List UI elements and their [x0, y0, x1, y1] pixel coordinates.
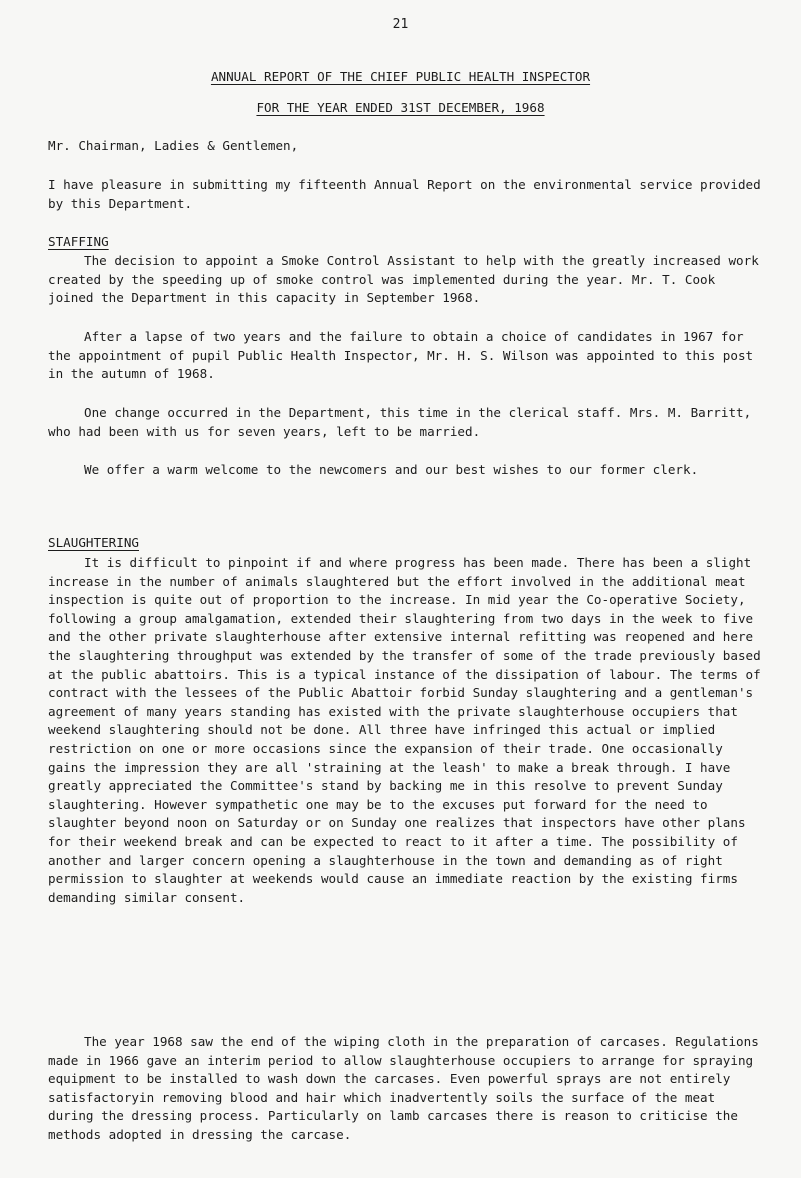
- slaughtering-paragraph-1: It is difficult to pinpoint if and where progress has been made. There has been a slight increase in the number of animals slaughtered but the effort involved in the additional meat inspection is quite out of proportion to the increase. In mid year the Co-operative Society, following a group amalgamation, extended their slaughtering from two days in the week to five and the other private slaughterhouse after extensive internal refitting was reopened and here the slaughtering throughput was extended by the transfer of some of the trade previously based at the public abattoirs. This is a typical instance of the dissipation of labour. The terms of contract with the lessees of the Public Abattoir forbid Sunday slaughtering and a gentleman's agreement of many years standing has existed with the private slaughterhouse occupiers that weekend slaughtering should not be done. All three have infringed this actual or implied restriction on one or more occasions since the expansion of their trade. One occasionally gains the impression they are all 'straining at the leash' to make a break through. I have greatly appreciated the Committee's stand by backing me in this resolve to prevent Sunday slaughtering. However sympathetic one may be to the excuses put forward for the need to slaughter beyond noon on Saturday or on Sunday one realizes that inspectors have other plans for their weekend break and can be expected to react to it after a time. The possibility of another and larger concern opening a slaughterhouse in the town and demanding as of right permission to slaughter at weekends would cause an immediate reaction by the existing firms demanding similar consent.: [48, 555, 761, 905]
- page-number: 21: [392, 17, 409, 32]
- intro-paragraph: I have pleasure in submitting my fifteenth Annual Report on the environmental service provided by this Department.: [48, 177, 761, 211]
- staffing-paragraph-1: The decision to appoint a Smoke Control Assistant to help with the greatly increased work created by the speeding up of smoke control was implemented during the year. Mr. T. Cook joined the Department in this capacity in September 1968.: [48, 253, 759, 306]
- staffing-paragraph-2: After a lapse of two years and the failure to obtain a choice of candidates in 1967 for the appointment of pupil Public Health Inspector, Mr. H. S. Wilson was appointed to this post in the autumn of 1968.: [48, 329, 754, 382]
- report-subtitle: FOR THE YEAR ENDED 31ST DECEMBER, 1968: [256, 100, 545, 115]
- staffing-paragraph-3: One change occurred in the Department, this time in the clerical staff. Mrs. M. Barritt, who had been with us for seven years, left to be married.: [48, 405, 752, 439]
- staffing-paragraph-4: We offer a warm welcome to the newcomers and our best wishes to our former clerk.: [84, 462, 699, 477]
- staffing-heading: STAFFING: [48, 234, 109, 249]
- slaughtering-heading: SLAUGHTERING: [48, 535, 139, 550]
- slaughtering-paragraph-2: The year 1968 saw the end of the wiping cloth in the preparation of carcases. Regulations made in 1966 gave an interim period to allow slaughterhouse occupiers to arrange for spraying equipment to be installed to wash down the carcases. Even powerful sprays are not entirely satisfactoryin removing blood and hair which inadvertently soils the surface of the meat during the dressing process. Particularly on lamb carcases there is reason to criticise the methods adopted in dressing the carcase.: [48, 1034, 759, 1142]
- report-title: ANNUAL REPORT OF THE CHIEF PUBLIC HEALTH INSPECTOR: [210, 69, 591, 84]
- salutation: Mr. Chairman, Ladies & Gentlemen,: [48, 138, 299, 153]
